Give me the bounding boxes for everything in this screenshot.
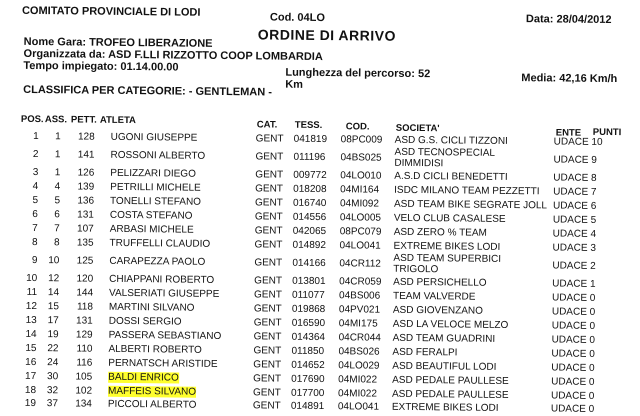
cell-atleta: MAFFEIS SILVANO (107, 385, 197, 398)
cell-ass: 6 (54, 209, 60, 221)
cell-cat: GENT (254, 197, 283, 209)
cell-tess: 014892 (292, 239, 327, 252)
cell-societa: ASD TEAM SUPERBICI TRIGOLO (393, 252, 502, 276)
cell-atleta: CHIAPPANI ROBERTO (109, 273, 215, 286)
cell-tess: 014652 (291, 359, 325, 372)
cell-pos: 3 (32, 166, 39, 179)
cell-cod: 04CR112 (339, 258, 381, 270)
race-time: Tempo impiegato: 01.14.00.00 (23, 59, 179, 74)
cell-cat: GENT (255, 183, 284, 195)
cell-cod: 04BS025 (340, 152, 382, 164)
cell-cat: GENT (253, 359, 282, 371)
cell-pett: 105 (75, 371, 93, 383)
cell-ente-punti: UDACE 3 (552, 242, 596, 254)
cell-societa: A.S.D CICLI BENEDETTI (394, 170, 508, 183)
cell-ass: 8 (53, 237, 60, 249)
cell-ente-punti: UDACE 8 (553, 172, 597, 184)
cell-cod: 04LO005 (339, 212, 382, 224)
cell-ass: 37 (46, 398, 58, 410)
cell-cod: 04CR059 (339, 276, 382, 288)
cell-pos: 8 (31, 236, 38, 249)
cell-atleta: PERNATSCH ARISTIDE (108, 357, 218, 370)
cell-tess: 018208 (293, 183, 327, 196)
table-row (1, 131, 640, 150)
cell-societa: ASD PERSICHELLO (393, 276, 487, 289)
classification-category: CLASSIFICA PER CATEGORIE: - GENTLEMAN - (23, 83, 272, 99)
cell-cod: 04LO041 (339, 240, 381, 252)
committee-code: Cod. 04LO (269, 11, 326, 25)
cell-societa: ASD GIOVENZANO (392, 304, 483, 317)
cell-cod: 04MI092 (339, 198, 379, 210)
cell-ass: 17 (47, 315, 59, 327)
cell-pett: 141 (77, 149, 95, 161)
cell-tess: 011077 (291, 289, 325, 302)
cell-pos: 10 (26, 272, 38, 285)
cell-atleta: COSTA STEFANO (109, 209, 193, 222)
table-row (0, 146, 640, 170)
cell-ente-punti: UDACE 0 (551, 334, 596, 346)
cell-tess: 014556 (292, 211, 327, 224)
cell-cod: 04MI022 (337, 388, 378, 400)
cell-atleta: ROSSONI ALBERTO (110, 149, 206, 162)
cell-cod: 04LO029 (338, 360, 380, 372)
cell-tess: 014364 (291, 331, 326, 344)
cell-ass: 24 (47, 357, 59, 369)
cell-atleta: PETRILLI MICHELE (110, 181, 201, 194)
cell-atleta: BALDI ENRICO (108, 371, 179, 384)
cell-ente-punti: UDACE 0 (551, 362, 595, 374)
document-date: Data: 28/04/2012 (525, 13, 612, 27)
cell-ente-punti: UDACE 10 (553, 136, 603, 148)
cell-ente-punti: UDACE 0 (550, 390, 595, 402)
race-length-unit: Km (285, 78, 304, 91)
cell-ass: 1 (54, 167, 61, 179)
cell-tess: 017700 (290, 387, 325, 400)
cell-ente-punti: UDACE 5 (552, 214, 597, 226)
cell-ente-punti: UDACE 7 (553, 186, 597, 198)
col-header-atleta: ATLETA (99, 114, 136, 127)
col-header-societa: SOCIETA' (395, 122, 440, 135)
cell-ass: 19 (47, 329, 59, 341)
cell-ass: 14 (47, 287, 60, 299)
cell-atleta: UGONI GIUSEPPE (110, 131, 198, 144)
cell-pos: 12 (25, 300, 37, 313)
cell-tess: 042065 (292, 225, 327, 238)
cell-cat: GENT (254, 239, 283, 251)
cell-pett: 129 (75, 329, 93, 341)
cell-cod: 04BS026 (338, 346, 380, 358)
cell-ass: 1 (54, 149, 61, 161)
cell-societa: ISDC MILANO TEAM PEZZETTI (394, 184, 540, 198)
cell-pett: 118 (76, 301, 93, 313)
cell-cat: GENT (253, 289, 282, 301)
col-header-pett: PETT. (70, 114, 97, 126)
cell-pett: 107 (76, 223, 94, 235)
cell-pos: 7 (32, 222, 38, 235)
cell-ass: 30 (47, 371, 59, 383)
cell-societa: ASD PEDALE PAULLESE (392, 374, 509, 387)
cell-cat: GENT (255, 133, 284, 145)
col-header-punti: PUNTI (592, 126, 622, 139)
cell-pett: 131 (76, 315, 93, 327)
cell-tess: 017690 (291, 373, 325, 386)
cell-tess: 041819 (293, 133, 328, 146)
cell-pett: 135 (76, 237, 94, 249)
cell-societa: ASD G.S. CICLI TIZZONI (394, 134, 508, 147)
cell-atleta: PICCOLI ALBERTO (107, 398, 197, 411)
cell-pett: 131 (77, 209, 94, 221)
col-header-pos: POS. (20, 113, 44, 126)
cell-societa: ASD PEDALE PAULLESE (391, 388, 509, 401)
cell-cat: GENT (254, 225, 283, 237)
cell-cat: GENT (254, 211, 283, 223)
cell-pos: 15 (25, 342, 37, 355)
cell-ente-punti: UDACE 9 (553, 154, 597, 166)
cell-cat: GENT (253, 373, 282, 385)
cell-tess: 011850 (291, 345, 325, 358)
cell-tess: 019868 (291, 303, 326, 316)
cell-societa: ASD BEAUTIFUL LODI (392, 360, 497, 373)
document-title: ORDINE DI ARRIVO (257, 26, 397, 44)
cell-ente-punti: UDACE 4 (552, 228, 597, 240)
cell-pos: 2 (32, 148, 39, 161)
cell-cod: 04LO041 (337, 401, 380, 413)
cell-cat: GENT (252, 387, 281, 399)
cell-cat: GENT (254, 257, 283, 269)
cell-atleta: TONELLI STEFANO (109, 195, 202, 208)
cell-pett: 110 (76, 343, 93, 355)
cell-pett: 134 (75, 398, 92, 410)
race-average-speed: Media: 42,16 Km/h (521, 72, 618, 86)
cell-pett: 136 (77, 195, 95, 207)
cell-pett: 125 (76, 255, 94, 267)
cell-pos: 13 (25, 314, 37, 327)
cell-atleta: PELIZZARI DIEGO (110, 167, 196, 180)
cell-societa: VELO CLUB CASALESE (393, 212, 506, 225)
cell-cod: 04PV021 (338, 304, 381, 316)
cell-cat: GENT (253, 303, 282, 315)
cell-pos: 5 (32, 194, 39, 207)
cell-cod: 04BS006 (338, 290, 381, 302)
col-header-cat: CAT. (256, 119, 278, 131)
cell-cat: GENT (253, 345, 282, 357)
cell-ass: 7 (54, 223, 60, 235)
cell-atleta: PASSERA SEBASTIANO (108, 329, 222, 342)
cell-ass: 5 (54, 195, 61, 207)
cell-cat: GENT (253, 331, 282, 343)
cell-ass: 32 (46, 385, 59, 397)
cell-pett: 144 (76, 287, 94, 299)
col-header-cod: COD. (345, 121, 370, 133)
cell-ente-punti: UDACE 0 (551, 292, 596, 304)
cell-pos: 11 (26, 286, 38, 299)
cell-societa: ASD LA VELOCE MELZO (392, 318, 509, 331)
col-header-tess: TESS. (294, 119, 323, 132)
cell-pos: 1 (33, 130, 39, 143)
cell-cod: 08PC079 (339, 226, 382, 238)
cell-ass: 4 (54, 181, 61, 193)
cell-atleta: ALBERTI ROBERTO (108, 343, 202, 356)
cell-pos: 14 (25, 328, 37, 341)
cell-ente-punti: UDACE 0 (551, 376, 595, 388)
cell-cat: GENT (255, 169, 284, 181)
cell-pos: 16 (25, 356, 37, 369)
cell-cod: 04MI022 (338, 374, 378, 386)
cell-ass: 12 (48, 273, 60, 285)
cell-pett: 139 (77, 181, 95, 193)
cell-ente-punti: UDACE 0 (550, 403, 595, 415)
cell-cod: 04MI164 (340, 184, 380, 196)
cell-pos: 9 (31, 254, 38, 267)
cell-pos: 17 (25, 370, 37, 383)
cell-pett: 128 (77, 131, 95, 143)
cell-pos: 19 (24, 397, 36, 410)
race-length: Lunghezza del percorso: 52 (285, 66, 431, 81)
cell-cod: 08PC009 (340, 134, 383, 146)
cell-societa: ASD TECNOSPECIAL DIMMIDISI (394, 146, 496, 170)
cell-ente-punti: UDACE 2 (552, 260, 596, 272)
cell-ente-punti: UDACE 0 (551, 348, 595, 360)
col-header-ente: ENTE (555, 127, 582, 139)
cell-atleta: VALSERIATI GIUSEPPE (109, 287, 220, 300)
cell-tess: 014891 (290, 400, 325, 413)
cell-societa: EXTREME BIKES LODI (393, 240, 501, 253)
cell-societa: EXTREME BIKES LODI (391, 401, 499, 414)
cell-atleta: ARBASI MICHELE (109, 223, 194, 236)
cell-pett: 120 (76, 273, 94, 285)
cell-tess: 016740 (292, 197, 327, 210)
cell-tess: 016590 (291, 317, 326, 330)
cell-cat: GENT (252, 400, 281, 412)
cell-atleta: TRUFFELLI CLAUDIO (109, 237, 211, 250)
cell-tess: 009772 (293, 169, 327, 182)
cell-pett: 126 (77, 167, 95, 179)
cell-pett: 102 (75, 385, 93, 397)
cell-pos: 6 (32, 208, 38, 221)
cell-societa: ASD FERALPI (392, 346, 458, 359)
cell-societa: ASD ZERO % TEAM (393, 226, 487, 239)
cell-atleta: DOSSI SERGIO (108, 315, 182, 328)
cell-cod: 04CR044 (338, 332, 381, 344)
cell-ente-punti: UDACE 0 (551, 306, 596, 318)
cell-pett: 116 (76, 357, 93, 369)
cell-tess: 014166 (292, 257, 326, 270)
race-organizer: Organizzata da: ASD F.LLI RIZZOTTO COOP LOMBARDIA (23, 47, 323, 64)
cell-atleta: MARTINI SILVANO (108, 301, 195, 314)
cell-tess: 013801 (292, 275, 326, 288)
cell-ente-punti: UDACE 1 (552, 278, 596, 290)
cell-ass: 10 (48, 255, 60, 267)
cell-pos: 18 (24, 384, 37, 397)
cell-cat: GENT (255, 151, 284, 163)
cell-ente-punti: UDACE 0 (551, 320, 596, 332)
cell-cat: GENT (254, 275, 283, 287)
cell-societa: ASD TEAM BIKE SEGRATE JOLL (393, 198, 548, 212)
table-row (0, 252, 639, 276)
cell-ass: 15 (47, 301, 59, 313)
cell-pos: 4 (32, 180, 39, 193)
cell-ass: 22 (47, 343, 59, 355)
cell-tess: 011196 (293, 151, 326, 164)
cell-ente-punti: UDACE 6 (552, 200, 597, 212)
col-header-ass: ASS. (44, 114, 68, 126)
cell-cod: 04MI175 (338, 318, 378, 330)
cell-cat: GENT (253, 317, 282, 329)
cell-societa: TEAM VALVERDE (392, 290, 476, 303)
committee-name: COMITATO PROVINCIALE DI LODI (21, 4, 201, 19)
cell-ass: 1 (55, 131, 61, 143)
race-name: Nome Gara: TROFEO LIBERAZIONE (23, 35, 213, 50)
cell-societa: ASD TEAM GUADRINI (392, 332, 496, 345)
cell-atleta: CARAPEZZA PAOLO (109, 255, 206, 268)
cell-cod: 04LO010 (340, 170, 382, 182)
